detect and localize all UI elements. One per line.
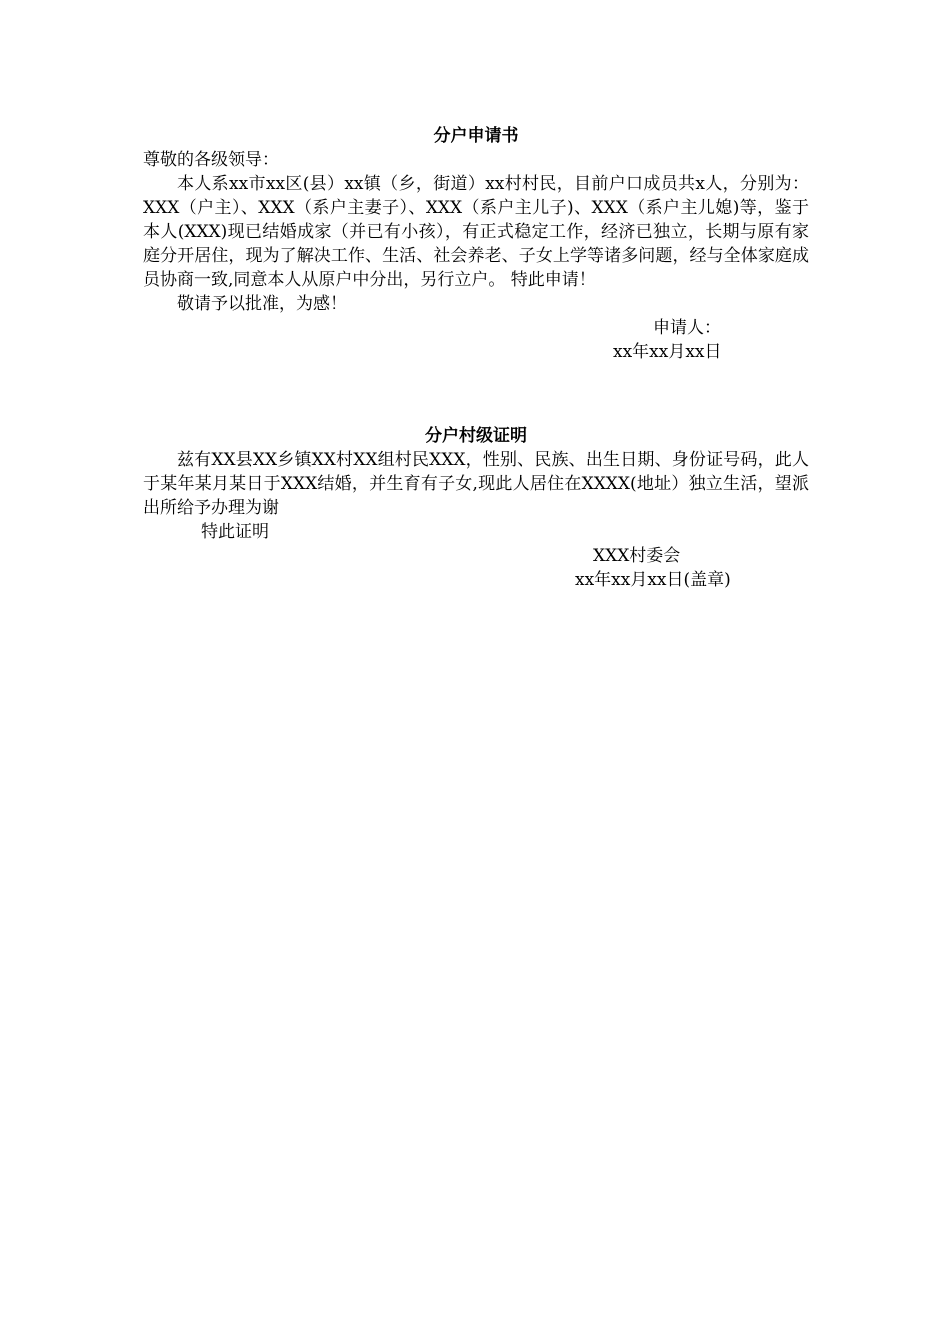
certificate-title: 分户村级证明 xyxy=(425,426,527,446)
applicant-label: 申请人： xyxy=(653,318,721,338)
application-closing: 敬请予以批准，为感！ xyxy=(177,294,347,314)
certificate-body: 兹有XX县XX乡镇XX村XX组村民XXX，性别、民族、出生日期、身份证号码，此人于某年某月某日于XXX结婚，并生育有子女,现此人居住在XXXX(地址）独立生活，望派出所给予办理为谢 xyxy=(143,450,809,518)
certificate-date: xx年xx月xx日(盖章) xyxy=(575,570,731,590)
section-gap xyxy=(143,364,809,424)
certificate-issuer: XXX村委会 xyxy=(593,546,681,566)
application-title: 分户申请书 xyxy=(433,126,519,146)
certificate-section xyxy=(143,424,809,592)
application-body: 本人系xx市xx区(县）xx镇（乡，街道）xx村村民，目前户口成员共x人，分别为：XXX（户主）、XXX（系户主妻子）、XXX（系户主儿子)、XXX（系户主儿媳)等，鉴于本人(XXX)现已结婚成家（并已有小孩），有正式稳定工作，经济已独立，长期与原有家庭分开居住，现为了解决工作、生活、社会养老、子女上学等诸多问题，经与全体家庭成员协商一致,同意本人从原户中分出，另行立户。 特此申请！ xyxy=(143,174,809,290)
document-content xyxy=(143,124,809,592)
application-date: xx年xx月xx日 xyxy=(613,342,722,362)
application-section xyxy=(143,124,809,364)
application-salutation: 尊敬的各级领导： xyxy=(143,150,279,170)
certificate-closing: 特此证明 xyxy=(201,522,269,542)
